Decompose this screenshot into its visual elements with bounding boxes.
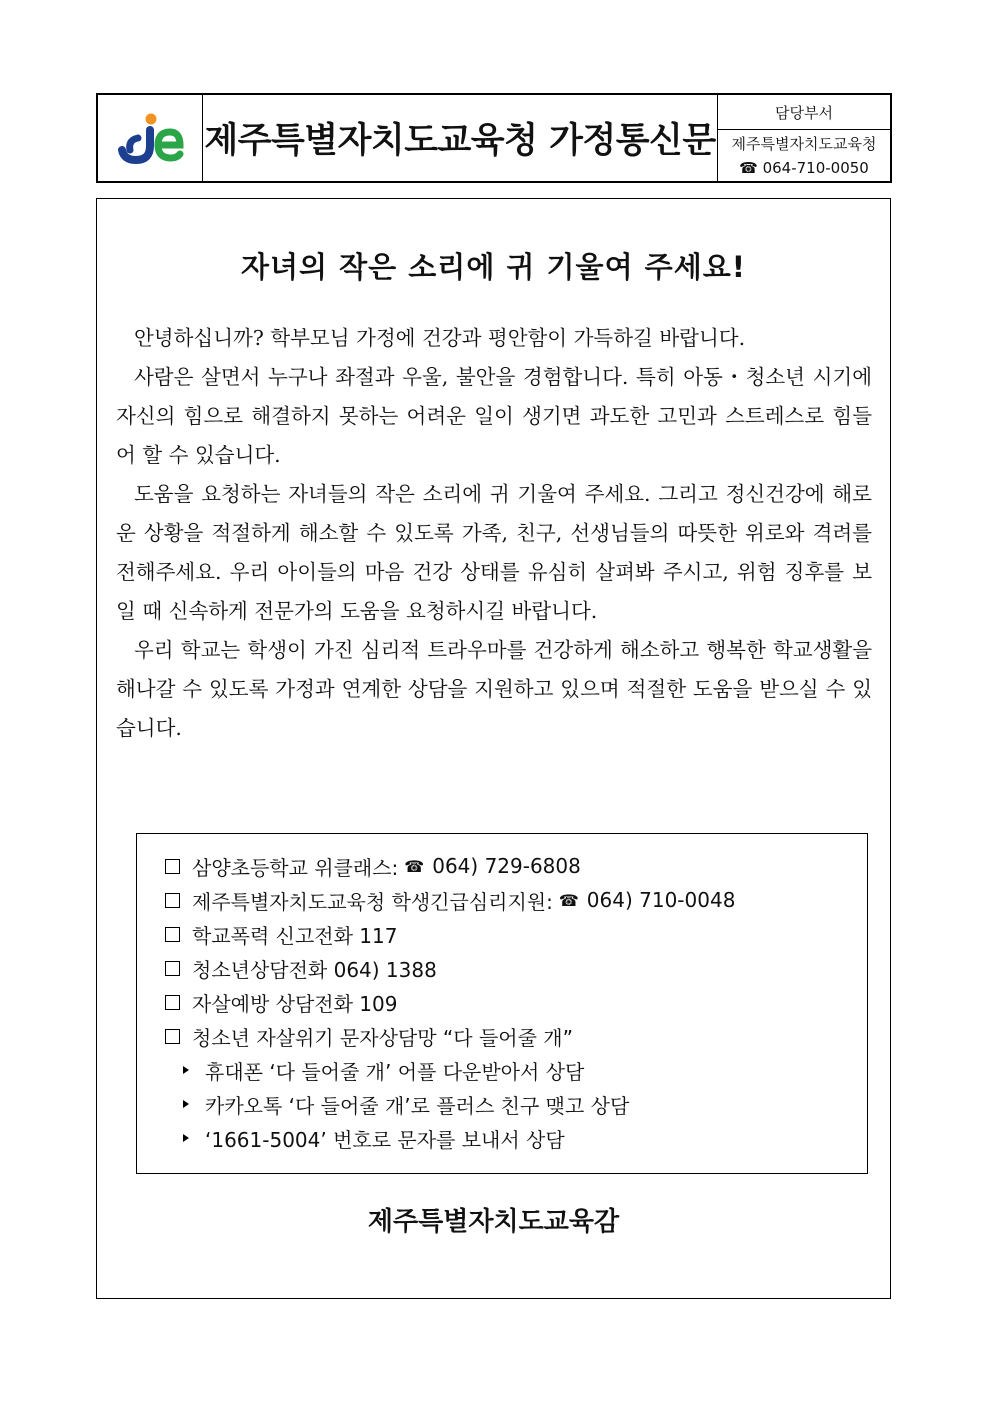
contact-item: [165, 883, 867, 917]
contact-phone: 064) 710-0048: [586, 888, 736, 912]
contact-sub-item: [165, 1087, 867, 1121]
letter-header: [96, 93, 892, 183]
checkbox-square-icon: [165, 893, 180, 908]
contact-sub-label: 카카오톡 ‘다 들어줄 개’로 플러스 친구 맺고 상담: [205, 1093, 630, 1118]
department-name: 제주특별자치도교육청: [731, 134, 877, 153]
contact-label: 삼양초등학교 위클래스:: [192, 855, 399, 880]
contact-item: [165, 849, 867, 883]
contact-box: [136, 833, 868, 1174]
checkbox-square-icon: [165, 859, 180, 874]
checkbox-square-icon: [165, 1029, 180, 1044]
contact-sub-label: ‘1661-5004’ 번호로 문자를 보내서 상담: [205, 1127, 565, 1152]
triangle-bullet-icon: [183, 1066, 189, 1074]
contact-item: [165, 951, 867, 985]
contact-label: 자살예방 상담전화 109: [192, 991, 398, 1016]
triangle-bullet-icon: [183, 1134, 189, 1142]
contact-label: 학교폭력 신고전화 117: [192, 923, 398, 948]
contact-item: [165, 1019, 867, 1053]
body-text: [116, 319, 872, 748]
contact-item: [165, 917, 867, 951]
phone-icon: ☎: [558, 890, 579, 910]
triangle-bullet-icon: [183, 1100, 189, 1108]
signature: 제주특별자치도교육감: [367, 1207, 620, 1237]
contact-sub-item: [165, 1053, 867, 1087]
checkbox-square-icon: [165, 927, 180, 942]
logo-cell: [98, 95, 203, 181]
checkbox-square-icon: [165, 995, 180, 1010]
department-cell: [718, 95, 890, 181]
jje-logo-icon: [114, 108, 186, 168]
paragraph: 우리 학교는 학생이 가진 심리적 트라우마를 건강하게 해소하고 행복한 학교생활을 해나갈 수 있도록 가정과 연계한 상담을 지원하고 있으며 적절한 도움을 받으실 수 있습니다.: [116, 638, 872, 740]
checkbox-square-icon: [165, 961, 180, 976]
headline: 자녀의 작은 소리에 귀 기울여 주세요!: [241, 250, 746, 284]
letter-body: [96, 198, 891, 1299]
phone-icon: ☎: [739, 158, 758, 177]
contact-label: 청소년상담전화 064) 1388: [192, 957, 437, 982]
document-title: 제주특별자치도교육청 가정통신문: [203, 95, 718, 181]
department-phone-line: [739, 156, 869, 180]
contact-sub-label: 휴대폰 ‘다 들어줄 개’ 어플 다운받아서 상담: [205, 1059, 585, 1084]
phone-icon: ☎: [404, 856, 425, 876]
contact-phone: 064) 729-6808: [432, 854, 581, 878]
department-label: 담당부서: [718, 95, 890, 130]
paragraph: 사람은 살면서 누구나 좌절과 우울, 불안을 경험합니다. 특히 아동・청소년 시기에 자신의 힘으로 해결하지 못하는 어려운 일이 생기면 과도한 고민과 스트레스로 힘들어 할 수 있습니다.: [116, 365, 872, 467]
department-phone: 064-710-0050: [762, 158, 869, 177]
paragraph: 안녕하십니까? 학부모님 가정에 건강과 평안함이 가득하길 바랍니다.: [134, 326, 746, 350]
contact-item: [165, 985, 867, 1019]
paragraph: 도움을 요청하는 자녀들의 작은 소리에 귀 기울여 주세요. 그리고 정신건강에 해로운 상황을 적절하게 해소할 수 있도록 가족, 친구, 선생님들의 따뜻한 위로와 격려를 전해주세요. 우리 아이들의 마음 건강 상태를 유심히 살펴봐 주시고, 위험 징후를 보일 때 신속하게 전문가의 도움을 요청하시길 바랍니다.: [116, 482, 872, 623]
department-info: [718, 130, 890, 181]
contact-label: 청소년 자살위기 문자상담망 “다 들어줄 개”: [192, 1025, 573, 1050]
contact-sub-item: [165, 1121, 867, 1155]
contact-label: 제주특별자치도교육청 학생긴급심리지원:: [192, 889, 553, 914]
